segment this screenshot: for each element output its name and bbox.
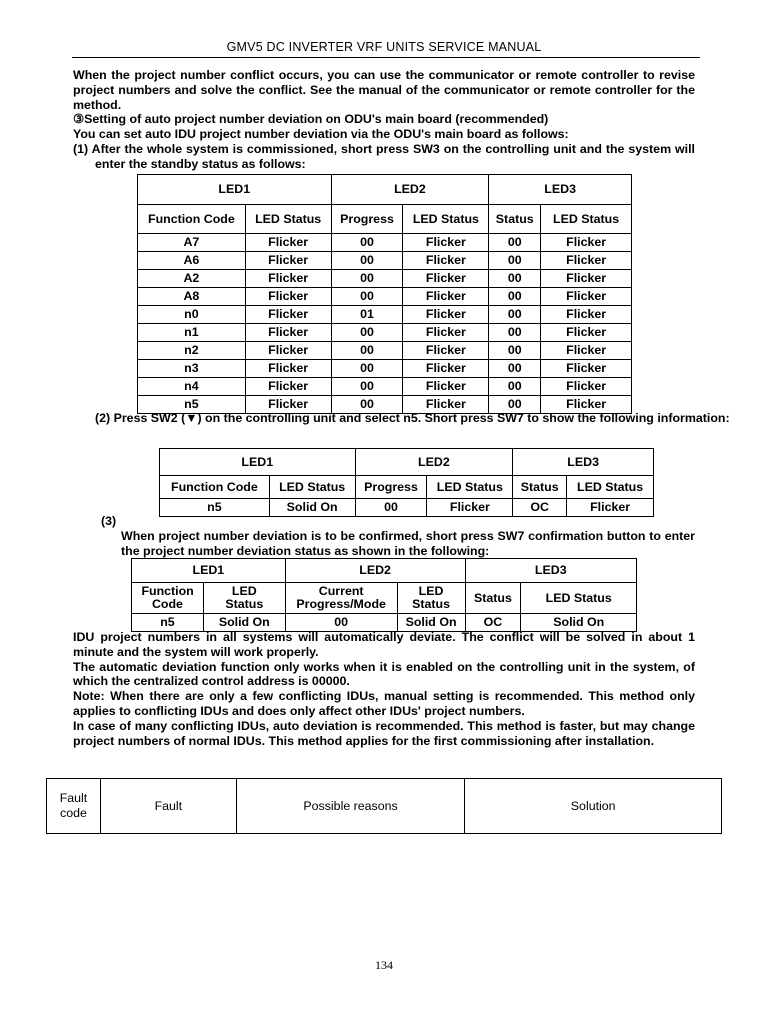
table-cell: Flicker <box>541 342 632 360</box>
table-cell: Flicker <box>245 234 331 252</box>
table-cell: Flicker <box>245 252 331 270</box>
table-cell: 00 <box>489 342 541 360</box>
column-header: Progress <box>331 205 403 234</box>
group-header-led1: LED1 <box>138 175 332 205</box>
table-row <box>132 614 637 632</box>
fault-table-header-fault-code <box>47 779 101 834</box>
table-cell: Flicker <box>403 342 489 360</box>
table-cell: Flicker <box>245 288 331 306</box>
table-row <box>138 252 632 270</box>
group-header-led2: LED2 <box>355 449 513 476</box>
table-row <box>138 306 632 324</box>
step-1-text: (1) After the whole system is commissioned, short press SW3 on the controlling unit and the system will enter the standby status as follows: <box>73 141 695 171</box>
column-header: LED Status <box>541 205 632 234</box>
column-header-text: LED Status <box>225 584 264 611</box>
group-header-led3: LED3 <box>489 175 632 205</box>
table-cell: Flicker <box>541 324 632 342</box>
table-cell: 00 <box>331 360 403 378</box>
intro-block <box>73 68 695 172</box>
table-row <box>138 360 632 378</box>
table-cell: Flicker <box>403 360 489 378</box>
table-row <box>138 270 632 288</box>
table-cell: A6 <box>138 252 246 270</box>
table-cell: 00 <box>489 360 541 378</box>
table-cell: 00 <box>331 342 403 360</box>
column-header: LED Status <box>521 583 637 614</box>
table-cell: n3 <box>138 360 246 378</box>
table-cell: Flicker <box>245 360 331 378</box>
group-header-led3: LED3 <box>465 559 636 583</box>
fault-table <box>46 778 722 834</box>
table-cell: Flicker <box>567 499 654 517</box>
table-cell: Flicker <box>403 270 489 288</box>
group-header-led1: LED1 <box>132 559 286 583</box>
column-header: Status <box>465 583 521 614</box>
group-header-led2: LED2 <box>331 175 489 205</box>
column-header: Status <box>489 205 541 234</box>
table-cell: 00 <box>331 288 403 306</box>
table-cell: 00 <box>489 306 541 324</box>
group-header-led1: LED1 <box>160 449 356 476</box>
step-2-text: (2) Press SW2 (▼) on the controlling unit and select n5. Short press SW7 to show the following information: <box>95 411 730 425</box>
table-cell: Flicker <box>245 324 331 342</box>
notes-paragraph-4: In case of many conflicting IDUs, auto deviation is recommended. This method is faster, but may change project numbers of normal IDUs. This method applies for the first commissioning after installation. <box>73 718 695 748</box>
table-cell: Flicker <box>541 288 632 306</box>
header-rule <box>72 57 700 58</box>
table-cell: Solid On <box>521 614 637 632</box>
column-header <box>203 583 285 614</box>
table-cell: 00 <box>489 288 541 306</box>
table-cell: n0 <box>138 306 246 324</box>
table-cell: Flicker <box>403 306 489 324</box>
deviation-status-table <box>131 558 637 632</box>
table-cell: Flicker <box>541 378 632 396</box>
column-header-text: Function Code <box>141 584 194 611</box>
table-cell: Flicker <box>541 234 632 252</box>
table-cell: n1 <box>138 324 246 342</box>
intro-heading-deviation: ③Setting of auto project number deviation on ODU's main board (recommended) <box>73 112 549 127</box>
intro-paragraph-2: You can set auto IDU project number deviation via the ODU's main board as follows: <box>73 127 569 142</box>
table-cell: Flicker <box>403 252 489 270</box>
fault-table-header-possible-reasons: Possible reasons <box>236 779 465 834</box>
table-cell: A7 <box>138 234 246 252</box>
table-cell: OC <box>513 499 567 517</box>
table-cell: 01 <box>331 306 403 324</box>
table-cell: Solid On <box>269 499 355 517</box>
table-cell: Flicker <box>403 234 489 252</box>
table-row <box>138 342 632 360</box>
table-cell: Solid On <box>397 614 465 632</box>
page-number: 134 <box>375 958 393 972</box>
table-cell: 00 <box>489 378 541 396</box>
table-cell: Flicker <box>403 324 489 342</box>
table-cell: n5 <box>160 499 270 517</box>
table-cell: 00 <box>331 234 403 252</box>
table-cell: 00 <box>489 396 541 414</box>
table-cell: Flicker <box>541 270 632 288</box>
column-header: Status <box>513 476 567 499</box>
table-cell: 00 <box>489 234 541 252</box>
column-header <box>285 583 397 614</box>
table-cell: 00 <box>489 270 541 288</box>
intro-paragraph-1: When the project number conflict occurs, you can use the communicator or remote controller to revise project numbers and solve the conflict. See the manual of the communicator or remote controller for the method. <box>73 68 695 112</box>
table-cell: Flicker <box>541 360 632 378</box>
table-cell: A8 <box>138 288 246 306</box>
table-cell: n2 <box>138 342 246 360</box>
table-cell: 00 <box>331 324 403 342</box>
table-cell: A2 <box>138 270 246 288</box>
table-cell: Flicker <box>245 396 331 414</box>
table-cell: 00 <box>331 270 403 288</box>
notes-paragraph-2: The automatic deviation function only works when it is enabled on the controlling unit in the system, of which the centralized control address is 00000. <box>73 659 695 689</box>
column-header: LED Status <box>567 476 654 499</box>
table-cell: 00 <box>355 499 427 517</box>
table-cell: Solid On <box>203 614 285 632</box>
table-cell: Flicker <box>403 396 489 414</box>
table-cell: Flicker <box>245 270 331 288</box>
table-cell: 00 <box>331 396 403 414</box>
column-header-text: LED Status <box>412 584 450 611</box>
group-header-led3: LED3 <box>513 449 654 476</box>
table-cell: Flicker <box>541 252 632 270</box>
table-cell: Flicker <box>427 499 513 517</box>
table-cell: OC <box>465 614 521 632</box>
fault-table-header-fault: Fault <box>100 779 236 834</box>
column-header-text: Current Progress/Mode <box>296 584 386 611</box>
table-row <box>138 234 632 252</box>
table-row <box>138 324 632 342</box>
fault-table-header-row <box>47 779 722 834</box>
n5-selected-table <box>159 448 654 517</box>
table-row <box>138 288 632 306</box>
step-3-label: (3) <box>101 514 117 528</box>
table-cell: 00 <box>331 252 403 270</box>
notes-paragraph-1: IDU project numbers in all systems will automatically deviate. The conflict will be solved in about 1 minute and the system will work properly. <box>73 630 695 659</box>
column-header: LED Status <box>403 205 489 234</box>
column-header <box>132 583 204 614</box>
column-header: Progress <box>355 476 427 499</box>
notes-block <box>73 630 695 748</box>
table-cell: 00 <box>285 614 397 632</box>
table-cell: n5 <box>132 614 204 632</box>
column-header: LED Status <box>245 205 331 234</box>
table-cell: Flicker <box>245 378 331 396</box>
page-header-title: GMV5 DC INVERTER VRF UNITS SERVICE MANUAL <box>226 40 542 54</box>
standby-status-table <box>137 174 632 414</box>
fault-code-header-text: Fault code <box>59 791 88 820</box>
column-header: Function Code <box>160 476 270 499</box>
table-cell: 00 <box>331 378 403 396</box>
table-row <box>138 378 632 396</box>
table-cell: Flicker <box>403 378 489 396</box>
table-cell: Flicker <box>245 342 331 360</box>
table-cell: 00 <box>489 324 541 342</box>
table-cell: n5 <box>138 396 246 414</box>
step-3-block <box>73 514 695 558</box>
table-cell: Flicker <box>541 306 632 324</box>
column-header: Function Code <box>138 205 246 234</box>
group-header-led2: LED2 <box>285 559 465 583</box>
column-header <box>397 583 465 614</box>
table-cell: 00 <box>489 252 541 270</box>
column-header: LED Status <box>427 476 513 499</box>
step-3-text: When project number deviation is to be confirmed, short press SW7 confirmation button to enter the project number deviation status as shown in the following: <box>121 528 695 558</box>
table-cell: n4 <box>138 378 246 396</box>
table-cell: Flicker <box>541 396 632 414</box>
fault-table-header-solution: Solution <box>465 779 722 834</box>
notes-paragraph-3: Note: When there are only a few conflicting IDUs, manual setting is recommended. This method only applies to conflicting IDUs and does only affect other IDUs' project numbers. <box>73 689 695 718</box>
table-cell: Flicker <box>245 306 331 324</box>
table-cell: Flicker <box>403 288 489 306</box>
column-header: LED Status <box>269 476 355 499</box>
